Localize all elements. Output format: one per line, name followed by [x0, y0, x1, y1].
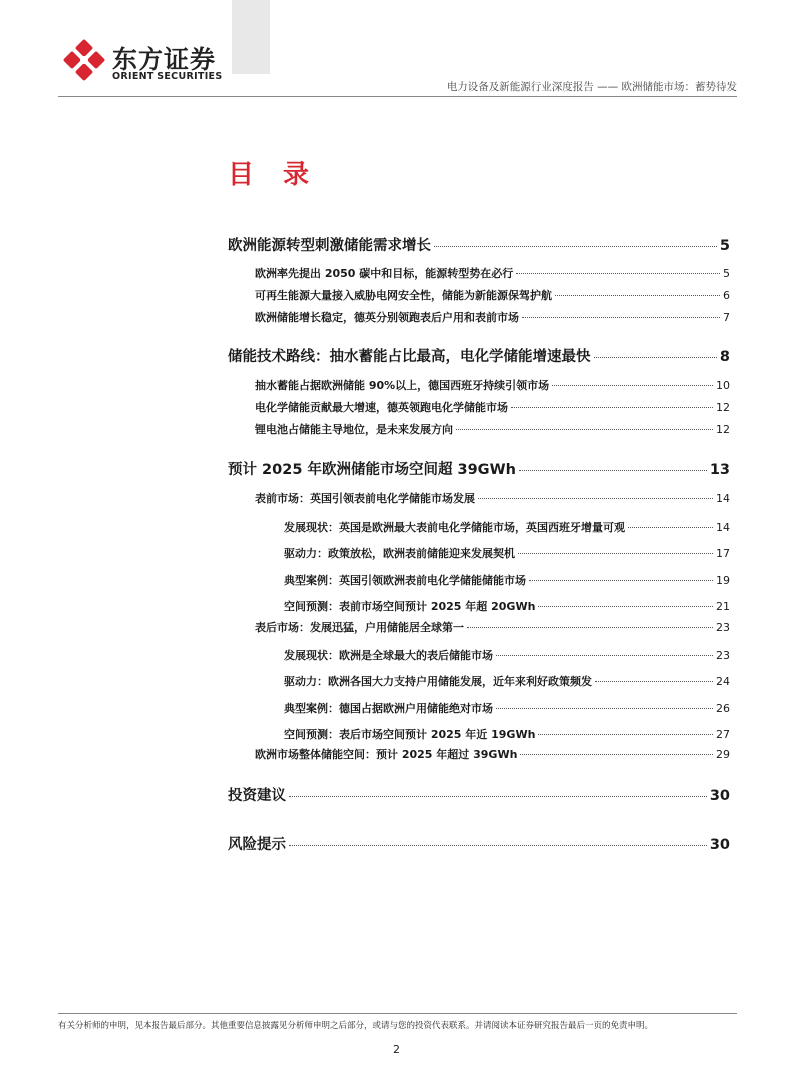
toc-entry-level-2[interactable]: [255, 377, 730, 393]
toc-entry-page: 13: [709, 462, 730, 478]
toc-entry-page: 12: [716, 401, 730, 414]
toc-entry-page: 12: [716, 423, 730, 436]
report-title-header: 电力设备及新能源行业深度报告 —— 欧洲储能市场：蓄势待发: [446, 81, 737, 93]
toc-entry-level-3[interactable]: [284, 572, 730, 588]
toc-entry-title: 抽水蓄能占据欧洲储能 90%以上，德国西班牙持续引领市场: [255, 379, 550, 392]
toc-dot-leader: [522, 317, 720, 318]
toc-entry-title: 欧洲储能增长稳定，德英分别领跑表后户用和表前市场: [255, 311, 519, 324]
toc-entry-title: 驱动力：政策放松，欧洲表前储能迎来发展契机: [284, 547, 515, 560]
toc-entry-level-2[interactable]: [255, 265, 730, 281]
toc-entry-page: 23: [716, 649, 730, 662]
toc-dot-leader: [289, 796, 707, 797]
toc-entry-level-2[interactable]: [255, 287, 730, 303]
toc-entry-level-3[interactable]: [284, 545, 730, 561]
toc-dot-leader: [594, 357, 717, 358]
toc-entry-level-2[interactable]: [255, 399, 730, 415]
toc-entry-page: 6: [723, 289, 730, 302]
footer-disclaimer: 有关分析师的申明，见本报告最后部分。其他重要信息披露见分析师申明之后部分，或请与您的投资代表联系。并请阅读本证券研究报告最后一页的免责申明。: [58, 1021, 654, 1031]
toc-entry-level-2[interactable]: [255, 421, 730, 437]
toc-entry-title: 空间预测：表前市场空间预计 2025 年超 20GWh: [284, 600, 536, 613]
logo-english-name: ORIENT SECURITIES: [112, 71, 223, 82]
toc-dot-leader: [519, 470, 707, 471]
toc-entry-level-2[interactable]: [255, 490, 730, 506]
toc-dot-leader: [628, 527, 713, 528]
toc-entry-title: 储能技术路线：抽水蓄能占比最高，电化学储能增速最快: [228, 349, 591, 365]
toc-entry-title: 典型案例：德国占据欧洲户用储能绝对市场: [284, 702, 493, 715]
toc-dot-leader: [478, 498, 713, 499]
toc-dot-leader: [520, 754, 713, 755]
toc-entry-page: 30: [709, 837, 730, 853]
toc-entry-title: 表前市场：英国引领表前电化学储能市场发展: [255, 492, 475, 505]
toc-entry-level-3[interactable]: [284, 598, 730, 614]
toc-entry-page: 19: [716, 574, 730, 587]
toc-dot-leader: [467, 627, 713, 628]
toc-entry-level-1[interactable]: [228, 833, 730, 854]
toc-entry-title: 风险提示: [228, 837, 286, 853]
header-decor-bar: [232, 0, 270, 74]
toc-entry-level-3[interactable]: [284, 519, 730, 535]
toc-entry-level-2[interactable]: [255, 746, 730, 762]
toc-entry-title: 欧洲市场整体储能空间：预计 2025 年超过 39GWh: [255, 748, 518, 761]
toc-entry-level-1[interactable]: [228, 345, 730, 366]
toc-entry-level-2[interactable]: [255, 619, 730, 635]
toc-entry-level-3[interactable]: [284, 726, 730, 742]
toc-dot-leader: [538, 606, 713, 607]
toc-entry-title: 发展现状：英国是欧洲最大表前电化学储能市场，英国西班牙增量可观: [284, 521, 625, 534]
toc-dot-leader: [496, 708, 713, 709]
toc-entry-level-3[interactable]: [284, 647, 730, 663]
toc-title: 目 录: [228, 160, 320, 190]
footer-divider: [58, 1013, 737, 1014]
toc-entry-page: 10: [716, 379, 730, 392]
toc-entry-level-1[interactable]: [228, 458, 730, 479]
toc-entry-page: 5: [723, 267, 730, 280]
toc-entry-page: 21: [716, 600, 730, 613]
toc-dot-leader: [289, 845, 707, 846]
toc-dot-leader: [595, 681, 713, 682]
page-number: 2: [393, 1043, 400, 1056]
toc-entry-title: 电化学储能贡献最大增速，德英领跑电化学储能市场: [255, 401, 508, 414]
toc-entry-level-1[interactable]: [228, 234, 730, 255]
toc-entry-level-3[interactable]: [284, 673, 730, 689]
toc-entry-title: 典型案例：英国引领欧洲表前电化学储能储能市场: [284, 574, 526, 587]
toc-entry-page: 17: [716, 547, 730, 560]
toc-entry-page: 8: [719, 349, 730, 365]
toc-entry-title: 欧洲率先提出 2050 碳中和目标，能源转型势在必行: [255, 267, 514, 280]
toc-entry-page: 30: [709, 788, 730, 804]
toc-dot-leader: [555, 295, 720, 296]
toc-entry-page: 7: [723, 311, 730, 324]
toc-entry-title: 锂电池占储能主导地位，是未来发展方向: [255, 423, 453, 436]
toc-dot-leader: [511, 407, 713, 408]
toc-entry-title: 欧洲能源转型刺激储能需求增长: [228, 238, 431, 254]
toc-entry-title: 表后市场：发展迅猛，户用储能居全球第一: [255, 621, 464, 634]
toc-dot-leader: [518, 553, 713, 554]
toc-entry-page: 26: [716, 702, 730, 715]
toc-dot-leader: [496, 655, 713, 656]
toc-entry-title: 发展现状：欧洲是全球最大的表后储能市场: [284, 649, 493, 662]
toc-entry-title: 可再生能源大量接入威胁电网安全性，储能为新能源保驾护航: [255, 289, 552, 302]
toc-entry-level-1[interactable]: [228, 784, 730, 805]
logo-chinese-name: 东方证券: [112, 45, 217, 74]
toc-dot-leader: [552, 385, 713, 386]
toc-entry-page: 14: [716, 521, 730, 534]
toc-entry-page: 14: [716, 492, 730, 505]
toc-dot-leader: [529, 580, 713, 581]
toc-entry-level-2[interactable]: [255, 309, 730, 325]
toc-entry-title: 空间预测：表后市场空间预计 2025 年近 19GWh: [284, 728, 536, 741]
toc-dot-leader: [456, 429, 713, 430]
toc-entry-page: 29: [716, 748, 730, 761]
toc-entry-page: 24: [716, 675, 730, 688]
toc-dot-leader: [516, 273, 720, 274]
toc-entry-title: 预计 2025 年欧洲储能市场空间超 39GWh: [228, 462, 516, 478]
toc-entry-title: 投资建议: [228, 788, 286, 804]
toc-dot-leader: [538, 734, 713, 735]
header-divider: [58, 96, 737, 97]
toc-entry-page: 27: [716, 728, 730, 741]
toc-dot-leader: [434, 246, 717, 247]
logo-mark-icon: [62, 38, 106, 82]
toc-entry-title: 驱动力：欧洲各国大力支持户用储能发展，近年来利好政策频发: [284, 675, 592, 688]
toc-entry-page: 5: [719, 238, 730, 254]
orient-securities-logo: [62, 38, 222, 88]
toc-entry-page: 23: [716, 621, 730, 634]
toc-entry-level-3[interactable]: [284, 700, 730, 716]
